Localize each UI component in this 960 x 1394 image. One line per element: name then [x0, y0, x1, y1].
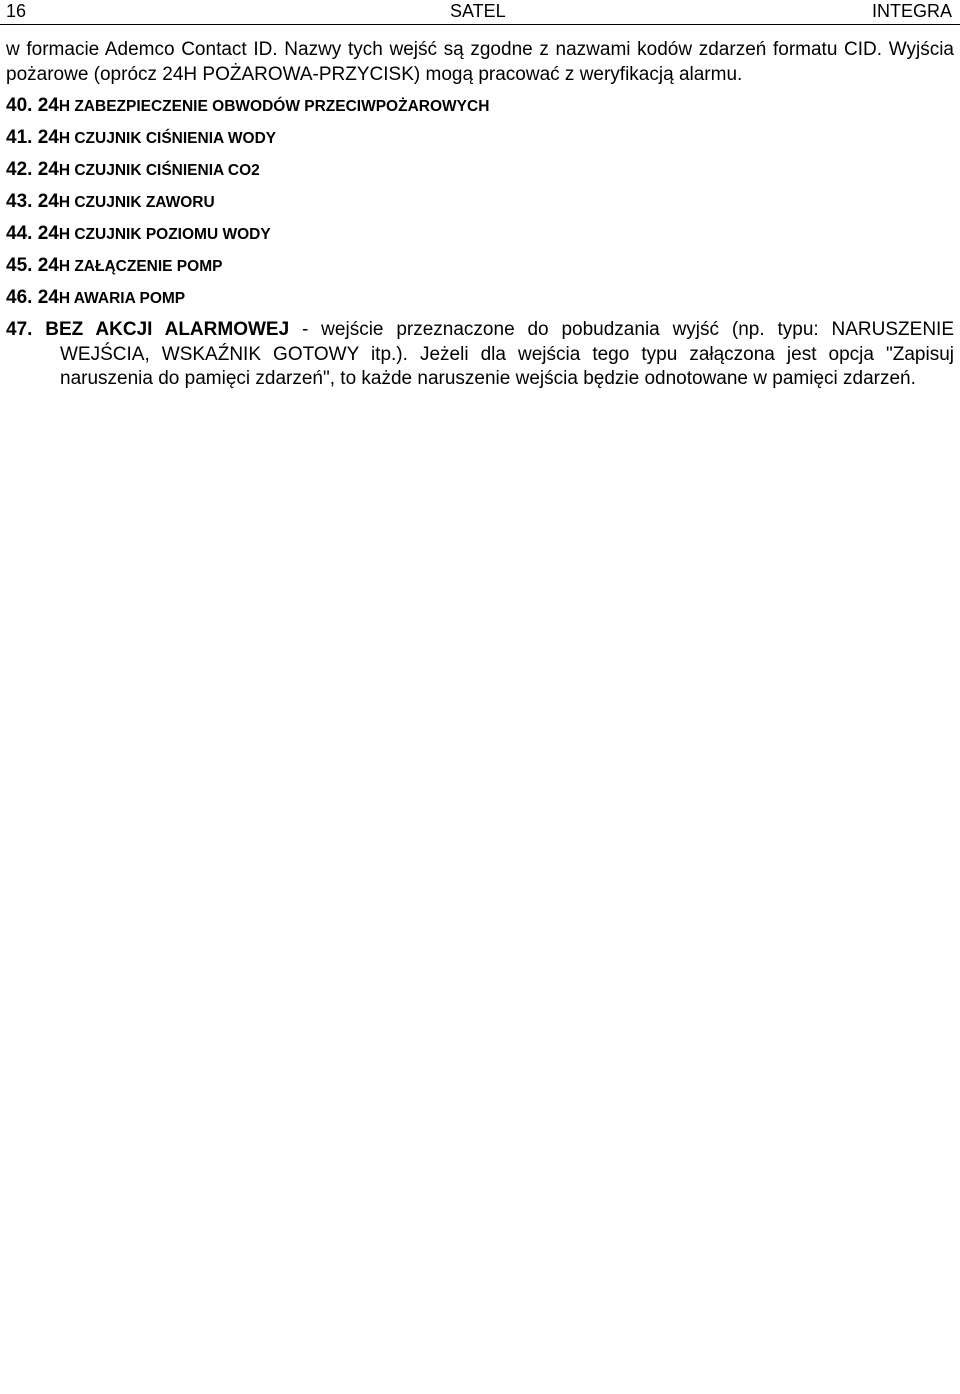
list-item — [6, 126, 954, 158]
item-lead: 24 — [37, 223, 59, 244]
item-title: H ZAŁĄCZENIE POMP — [58, 258, 223, 275]
input-type-list — [6, 94, 954, 392]
item-number: 43. — [6, 191, 33, 212]
item-number: 44. — [6, 223, 33, 244]
page-number: 16 — [6, 1, 27, 21]
item-title: H CZUJNIK ZAWORU — [58, 194, 215, 211]
item-lead: 24 — [37, 127, 59, 148]
item-title: H AWARIA POMP — [58, 290, 186, 307]
item-title: H CZUJNIK POZIOMU WODY — [58, 226, 271, 243]
item-title: BEZ AKCJI ALARMOWEJ — [45, 319, 290, 340]
item-number: 40. — [6, 95, 33, 116]
list-item — [6, 94, 954, 126]
item-title: H CZUJNIK CIŚNIENIA CO2 — [58, 162, 260, 179]
list-item — [6, 158, 954, 190]
item-number: 45. — [6, 255, 33, 276]
item-title: H CZUJNIK CIŚNIENIA WODY — [58, 130, 277, 147]
page-header — [0, 0, 960, 25]
list-item — [6, 190, 954, 222]
item-number: 46. — [6, 287, 33, 308]
item-number: 47. — [6, 319, 33, 340]
list-item-description — [6, 318, 954, 392]
item-title: H ZABEZPIECZENIE OBWODÓW PRZECIWPOŻAROWYCH — [58, 98, 490, 115]
item-lead: 24 — [37, 191, 59, 212]
item-lead: 24 — [37, 255, 59, 276]
list-item — [6, 286, 954, 318]
list-item — [6, 222, 954, 254]
header-brand: SATEL — [450, 1, 506, 21]
item-number: 41. — [6, 127, 33, 148]
page-body — [6, 38, 954, 396]
item-lead: 24 — [37, 287, 59, 308]
item-lead: 24 — [37, 159, 59, 180]
item-number: 42. — [6, 159, 33, 180]
header-product: INTEGRA — [871, 1, 952, 21]
item-lead: 24 — [37, 95, 59, 116]
intro-paragraph: w formacie Ademco Contact ID. Nazwy tych wejść są zgodne z nazwami kodów zdarzeń formatu CID. Wyjścia pożarowe (oprócz 24H POŻAROWA-PRZYCISK) mogą pracować z weryfikacją alarmu. — [6, 39, 954, 85]
item-description: - wejście przeznaczone do pobudzania wyjść (np. typu: NARUSZENIE WEJŚCIA, WSKAŹNIK GOTOWY itp.). Jeżeli dla wejścia tego typu załączona jest opcja "Zapisuj naruszenia do pamięci zdarzeń", to każde naruszenie wejścia będzie odnotowane w pamięci zdarzeń. — [60, 319, 954, 389]
list-item — [6, 254, 954, 286]
